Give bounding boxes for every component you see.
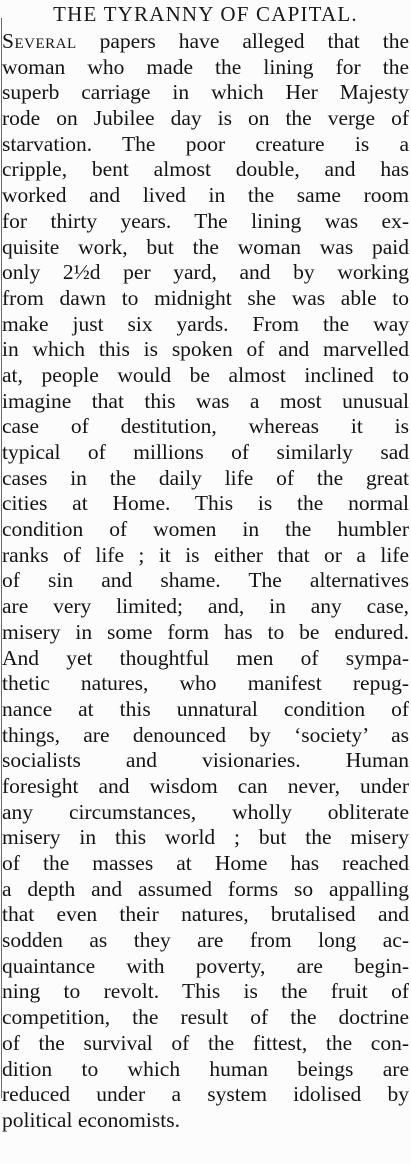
article-line-31: any circumstances, wholly obliterate: [2, 799, 409, 824]
article-line-19: cities at Home. This is the normal: [2, 491, 409, 516]
article-line-10: only 2½d per yard, and by working: [2, 260, 409, 285]
article-line-35: that even their natures, brutalised and: [2, 902, 409, 927]
article-line-1-text: papers have alleged that the: [76, 29, 409, 53]
article-line-8: for thirty years. The lining was ex-: [2, 208, 409, 233]
article-line-41: dition to which human beings are: [2, 1056, 409, 1081]
article-line-42: reduced under a system idolised by: [2, 1082, 409, 1107]
article-line-18: cases in the daily life of the great: [2, 465, 409, 490]
article-line-21: ranks of life ; it is either that or a life: [2, 542, 409, 567]
article-line-4: rode on Jubilee day is on the verge of: [2, 106, 409, 131]
article-line-17: typical of millions of similarly sad: [2, 440, 409, 464]
lead-word: Several: [2, 29, 77, 53]
article-line-22: of sin and shame. The alternatives: [2, 568, 409, 593]
article-line-5: starvation. The poor creature is a: [2, 131, 409, 156]
article-line-13: in which this is spoken of and marvelled: [2, 337, 409, 362]
article-body: [2, 29, 409, 1134]
article-line-1: [2, 29, 409, 55]
article-headline: THE TYRANNY OF CAPITAL.: [53, 2, 358, 26]
article-line-7: worked and lived in the same room: [2, 183, 409, 208]
article-line-29: socialists and visionaries. Human: [2, 748, 409, 773]
article-line-23: are very limited; and, in any case,: [2, 594, 409, 619]
article-line-43: political economists.: [2, 1107, 180, 1132]
article-line-40: of the survival of the fittest, the con-: [2, 1030, 409, 1055]
article-line-27: nance at this unnatural condition of: [2, 696, 409, 721]
article-line-30: foresight and wisdom can never, under: [2, 773, 409, 798]
article-line-26: thetic natures, who manifest repug-: [2, 671, 409, 696]
article-line-32: misery in this world ; but the misery: [2, 825, 409, 850]
article-line-2: woman who made the lining for the: [2, 54, 409, 79]
article-line-15: imagine that this was a most unusual: [2, 388, 409, 413]
article-line-36: sodden as they are from long ac-: [2, 928, 409, 953]
article-line-28: things, are denounced by ‘society’ as: [2, 722, 409, 747]
article-line-33: of the masses at Home has reached: [2, 851, 409, 875]
article-line-3: superb carriage in which Her Majesty: [2, 80, 409, 105]
article-line-9: quisite work, but the woman was paid: [2, 234, 409, 259]
article-line-14: at, people would be almost inclined to: [2, 362, 409, 387]
article-line-38: ning to revolt. This is the fruit of: [2, 979, 409, 1004]
article-line-37: quaintance with poverty, are begin-: [2, 953, 409, 978]
article-line-25: And yet thoughtful men of sympa-: [2, 645, 409, 670]
article-line-34: a depth and assumed forms so appalling: [2, 876, 409, 901]
article-line-39: competition, the result of the doctrine: [2, 1005, 409, 1030]
article-line-12: make just six yards. From the way: [2, 311, 409, 336]
article-line-6: cripple, bent almost double, and has: [2, 157, 409, 182]
article-line-16: case of destitution, whereas it is: [2, 414, 409, 439]
article-line-24: misery in some form has to be endured.: [2, 619, 409, 644]
article-line-11: from dawn to midnight she was able to: [2, 285, 409, 310]
article-line-20: condition of women in the humbler: [2, 517, 409, 542]
